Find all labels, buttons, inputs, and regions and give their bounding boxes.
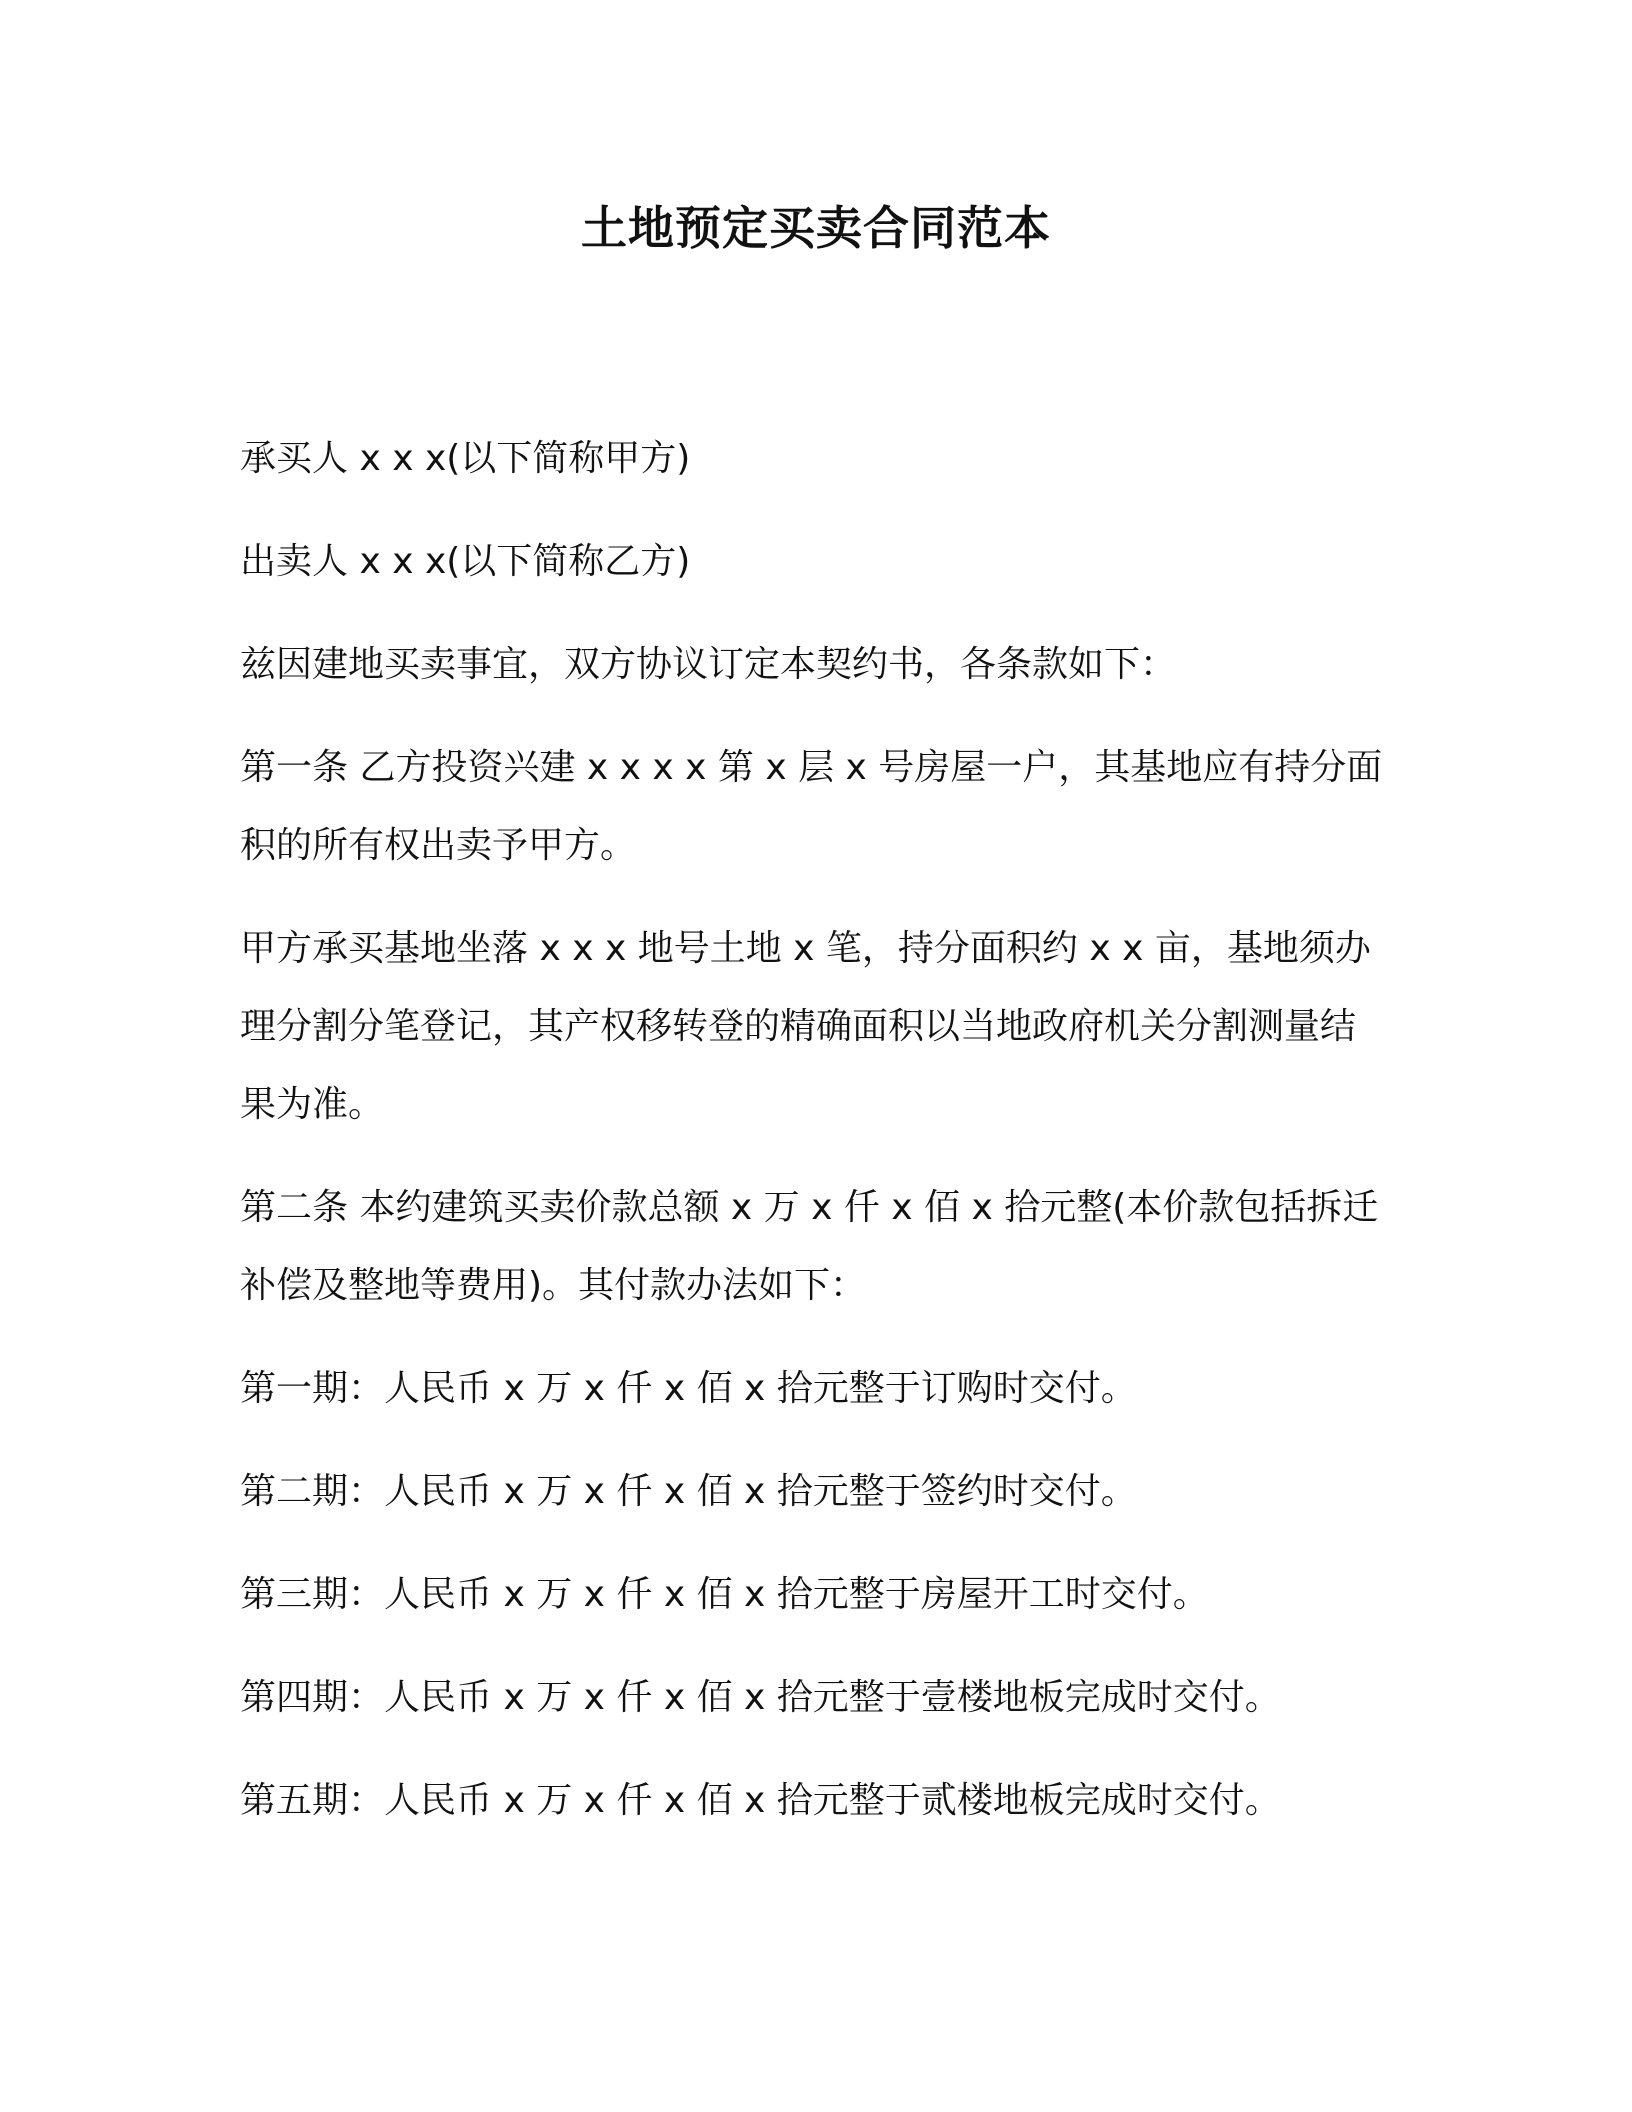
payment-phase-4: 第四期：人民币 x 万 x 仟 x 佰 x 拾元整于壹楼地板完成时交付。 (240, 1677, 1281, 1718)
article-1-paragraph: 第一条 乙方投资兴建 x x x x 第 x 层 x 号房屋一户，其基地应有持分面积的所有权出卖予甲方。 (240, 747, 1383, 866)
payment-phase-2: 第二期：人民币 x 万 x 仟 x 佰 x 拾元整于签约时交付。 (240, 1471, 1137, 1512)
payment-phase-3: 第三期：人民币 x 万 x 仟 x 佰 x 拾元整于房屋开工时交付。 (240, 1574, 1209, 1615)
seller-line: 出卖人 x x x(以下简称乙方) (240, 541, 691, 582)
payment-phase-1: 第一期：人民币 x 万 x 仟 x 佰 x 拾元整于订购时交付。 (240, 1368, 1137, 1409)
document-title: 土地预定买卖合同范本 (581, 201, 1051, 255)
article-2-paragraph: 第二条 本约建筑买卖价款总额 x 万 x 仟 x 佰 x 拾元整(本价款包括拆迁补偿及整地等费用)。其付款办法如下： (240, 1187, 1379, 1306)
document-body (240, 420, 1390, 1865)
payment-phase-5: 第五期：人民币 x 万 x 仟 x 佰 x 拾元整于贰楼地板完成时交付。 (240, 1780, 1281, 1821)
buyer-line: 承买人 x x x(以下简称甲方) (240, 438, 691, 479)
land-detail-paragraph: 甲方承买基地坐落 x x x 地号土地 x 笔，持分面积约 x x 亩，基地须办理分割分笔登记，其产权移转登的精确面积以当地政府机关分割测量结果为准。 (240, 928, 1371, 1125)
preamble-paragraph: 兹因建地买卖事宜，双方协议订定本契约书，各条款如下： (240, 644, 1177, 685)
